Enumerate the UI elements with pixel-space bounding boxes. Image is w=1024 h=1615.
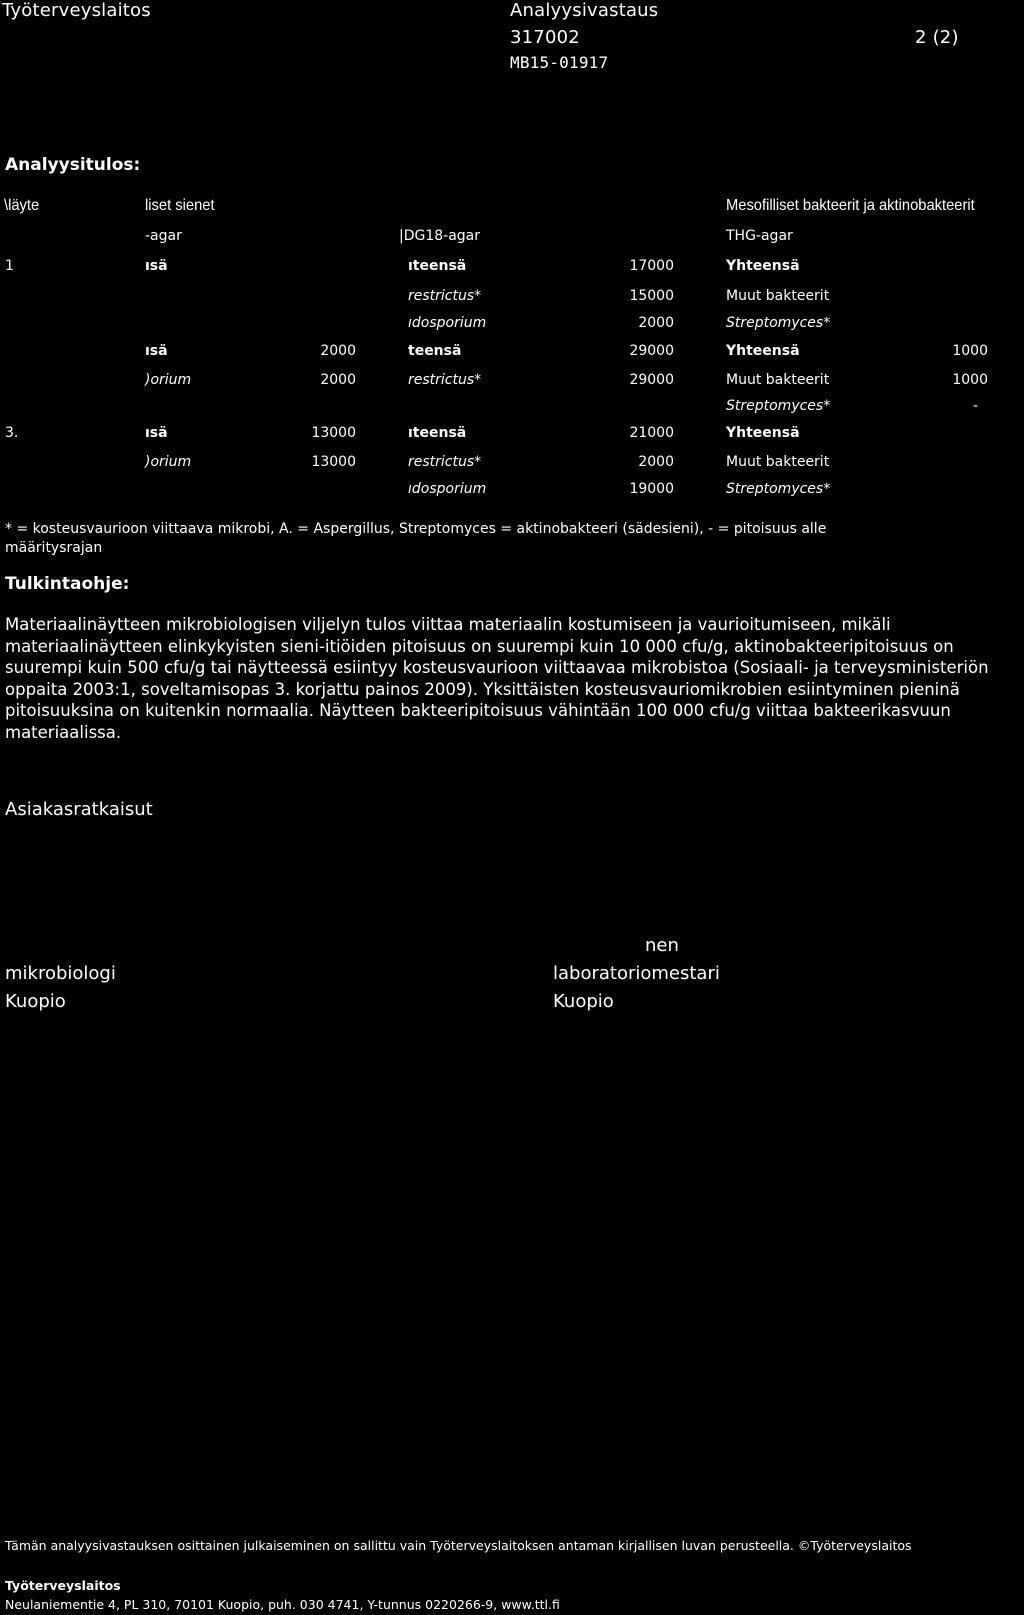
disclaimer: Tämän analyysivastauksen osittainen julkaiseminen on sallittu vain Työterveyslaitoksen antaman kirjallisen luvan perusteella. ©Työterveyslaitos: [5, 1538, 912, 1553]
table-cell-fungi-value: 13000: [311, 425, 356, 441]
table-cell-fungi: ısä: [145, 425, 168, 441]
table-cell-bacteria: Yhteensä: [726, 343, 800, 359]
table-cell-dg18: ıteensä: [408, 425, 467, 441]
signer-right-title: laboratoriomestari: [553, 963, 720, 984]
table-cell-bacteria: Yhteensä: [726, 258, 800, 274]
table-cell-dg18-value: 29000: [629, 372, 674, 388]
table-cell-dg18: restrictus*: [408, 288, 482, 304]
org-name: Työterveyslaitos: [2, 0, 151, 21]
table-cell-bacteria: Streptomyces*: [726, 481, 831, 497]
table-cell-sample: 3.: [5, 425, 19, 441]
signer-right-city: Kuopio: [553, 991, 614, 1012]
sample-id: MB15-01917: [510, 53, 609, 72]
table-cell-bacteria-value: -: [972, 398, 978, 414]
col-header-fungi: liset sienet: [145, 197, 215, 214]
guide-title: Tulkintaohje:: [5, 574, 130, 594]
guide-text: Materiaalinäytteen mikrobiologisen viljelyn tulos viittaa materiaalin kostumiseen ja vaurioitumiseen, mikäli materiaalinäytteen elinkykyisten sieni-itiöiden pitoisuus on suurempi kuin 10 000 cfu/g, aktinobakteeripitoisuus on suurempi kuin 500 cfu/g tai näytteessä esiintyy kosteusvaurioon viittaavaa mikrobistoa (Sosiaali- ja terveysministeriön oppaita 2003:1, soveltamisopas 3. korjattu painos 2009). Yksittäisten kosteusvauriomikrobien esiintyminen pieninä pitoisuuksina on kuitenkin normaalia. Näytteen bakteeripitoisuus vähintään 100 000 cfu/g viittaa bakteerikasvuun materiaalissa.: [5, 615, 989, 742]
table-cell-fungi: )orium: [145, 372, 192, 388]
table-cell-bacteria-value: 1000: [952, 372, 988, 388]
table-cell-dg18-value: 15000: [629, 288, 674, 304]
table-cell-sample: 1: [5, 258, 14, 274]
footnote-line-1: * = kosteusvaurioon viittaava mikrobi, A. = Aspergillus, Streptomyces = aktinobakteeri (sädesieni), - = pitoisuus alle: [5, 521, 827, 537]
doc-type: Analyysivastaus: [510, 0, 659, 21]
table-cell-bacteria: Streptomyces*: [726, 315, 831, 331]
doc-number: 317002: [510, 27, 580, 48]
col-header-bacteria: Mesofilliset bakteerit ja aktinobakteerit: [726, 197, 975, 214]
table-cell-dg18-value: 2000: [638, 454, 674, 470]
table-cell-bacteria: Yhteensä: [726, 425, 800, 441]
table-cell-dg18: teensä: [408, 343, 462, 359]
footer-address: Neulaniementie 4, PL 310, 70101 Kuopio, puh. 030 4741, Y-tunnus 0220266-9, www.ttl.fi: [5, 1597, 560, 1612]
table-cell-fungi-value: 2000: [320, 372, 356, 388]
footnote-line-2: määritysrajan: [5, 540, 103, 556]
table-cell-fungi-value: 2000: [320, 343, 356, 359]
table-cell-dg18-value: 19000: [629, 481, 674, 497]
signer-left-title: mikrobiologi: [5, 963, 116, 984]
results-title: Analyysitulos:: [5, 155, 141, 175]
footer-org: Työterveyslaitos: [5, 1578, 121, 1593]
table-cell-dg18: restrictus*: [408, 454, 482, 470]
agar-label-3: THG-agar: [726, 228, 793, 244]
department: Asiakasratkaisut: [5, 799, 153, 820]
table-cell-bacteria: Muut bakteerit: [726, 372, 830, 388]
agar-label-1: -agar: [145, 228, 182, 244]
table-cell-bacteria: Streptomyces*: [726, 398, 831, 414]
table-cell-bacteria: Muut bakteerit: [726, 454, 830, 470]
signer-right-name: nen: [645, 935, 679, 956]
table-cell-dg18: restrictus*: [408, 372, 482, 388]
page-number: 2 (2): [915, 27, 959, 48]
table-cell-dg18-value: 21000: [629, 425, 674, 441]
table-cell-dg18: ıdosporium: [408, 481, 487, 497]
col-header-sample: \läyte: [4, 197, 40, 214]
table-cell-bacteria-value: 1000: [952, 343, 988, 359]
table-cell-dg18: ıteensä: [408, 258, 467, 274]
table-cell-dg18: ıdosporium: [408, 315, 487, 331]
table-cell-dg18-value: 29000: [629, 343, 674, 359]
table-cell-fungi: ısä: [145, 258, 168, 274]
table-cell-fungi-value: 13000: [311, 454, 356, 470]
table-cell-fungi: )orium: [145, 454, 192, 470]
table-cell-bacteria: Muut bakteerit: [726, 288, 830, 304]
signer-left-city: Kuopio: [5, 991, 66, 1012]
agar-label-2: |DG18-agar: [399, 228, 481, 244]
table-cell-fungi: ısä: [145, 343, 168, 359]
table-cell-dg18-value: 2000: [638, 315, 674, 331]
table-cell-dg18-value: 17000: [629, 258, 674, 274]
